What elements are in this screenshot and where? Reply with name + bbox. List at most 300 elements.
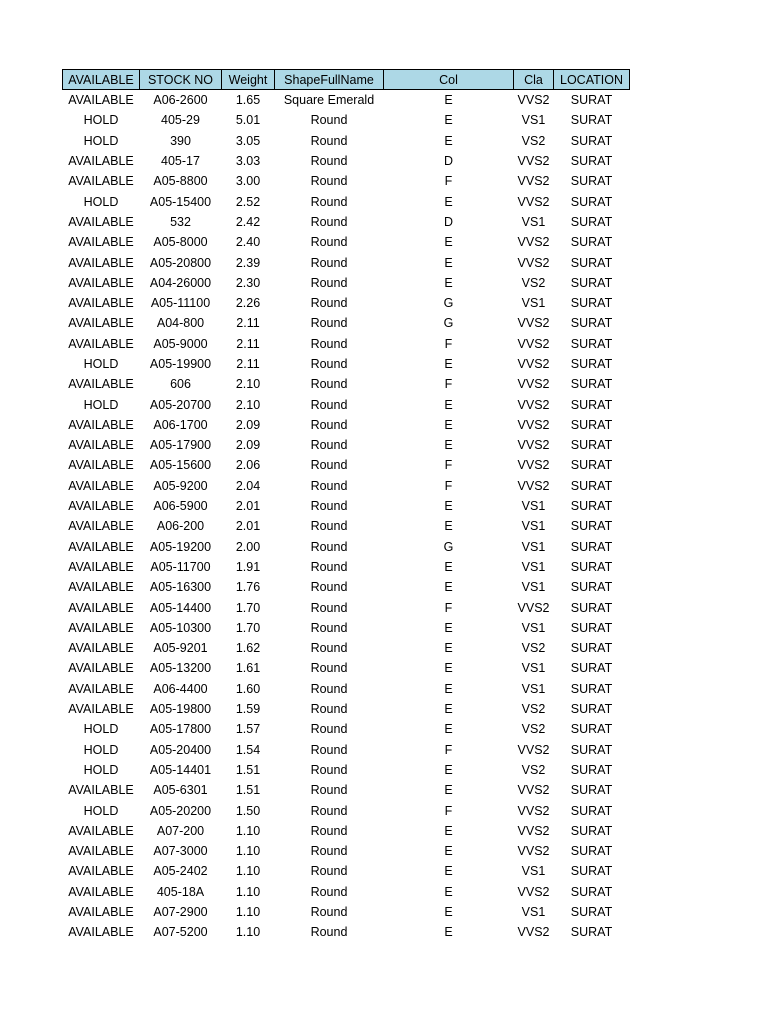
location-cell[interactable]: SURAT [570, 397, 613, 412]
color-cell[interactable]: E [444, 580, 453, 595]
shape-cell[interactable]: Round [310, 113, 348, 128]
color-cell[interactable]: F [444, 600, 453, 615]
stock-no-cell[interactable]: 405-18A [156, 884, 205, 899]
color-cell[interactable]: E [444, 844, 453, 859]
shape-cell[interactable]: Round [310, 214, 348, 229]
shape-cell[interactable]: Round [310, 174, 348, 189]
location-cell[interactable]: SURAT [570, 600, 613, 615]
shape-cell[interactable]: Round [310, 194, 348, 209]
weight-cell[interactable]: 1.10 [235, 905, 261, 920]
status-cell[interactable]: AVAILABLE [68, 235, 134, 250]
color-cell[interactable]: E [444, 783, 453, 798]
weight-cell[interactable]: 3.03 [235, 154, 261, 169]
stock-no-cell[interactable]: A07-5200 [153, 925, 208, 940]
color-cell[interactable]: F [444, 336, 453, 351]
location-cell[interactable]: SURAT [570, 458, 613, 473]
status-cell[interactable]: HOLD [83, 194, 119, 209]
location-cell[interactable]: SURAT [570, 580, 613, 595]
stock-no-cell[interactable]: A04-800 [156, 316, 205, 331]
weight-cell[interactable]: 5.01 [235, 113, 261, 128]
weight-cell[interactable]: 2.30 [235, 275, 261, 290]
color-cell[interactable]: F [444, 458, 453, 473]
stock-no-cell[interactable]: A05-11700 [150, 559, 211, 574]
column-header-stock-no[interactable]: STOCK NO [140, 70, 222, 90]
shape-cell[interactable]: Round [310, 133, 348, 148]
location-cell[interactable]: SURAT [570, 722, 613, 737]
shape-cell[interactable]: Round [310, 702, 348, 717]
shape-cell[interactable]: Round [310, 722, 348, 737]
location-cell[interactable]: SURAT [570, 255, 613, 270]
weight-cell[interactable]: 2.26 [235, 296, 261, 311]
weight-cell[interactable]: 2.09 [235, 417, 261, 432]
stock-no-cell[interactable]: A05-17900 [149, 438, 212, 453]
clarity-cell[interactable]: VVS2 [517, 255, 550, 270]
clarity-cell[interactable]: VVS2 [517, 925, 550, 940]
shape-cell[interactable]: Round [310, 925, 348, 940]
stock-no-cell[interactable]: A05-6301 [153, 783, 208, 798]
color-cell[interactable]: E [444, 620, 453, 635]
color-cell[interactable]: F [444, 478, 453, 493]
stock-no-cell[interactable]: A06-4400 [153, 681, 208, 696]
location-cell[interactable]: SURAT [570, 438, 613, 453]
stock-no-cell[interactable]: A05-15600 [149, 458, 212, 473]
clarity-cell[interactable]: VS1 [521, 519, 546, 534]
status-cell[interactable]: AVAILABLE [68, 864, 134, 879]
location-cell[interactable]: SURAT [570, 823, 613, 838]
status-cell[interactable]: AVAILABLE [68, 783, 134, 798]
stock-no-cell[interactable]: A05-8800 [153, 174, 208, 189]
column-header-weight[interactable]: Weight [222, 70, 275, 90]
status-cell[interactable]: AVAILABLE [68, 925, 134, 940]
status-cell[interactable]: AVAILABLE [68, 93, 134, 108]
shape-cell[interactable]: Round [310, 884, 348, 899]
shape-cell[interactable]: Round [310, 661, 348, 676]
color-cell[interactable]: E [444, 133, 453, 148]
weight-cell[interactable]: 1.50 [235, 803, 261, 818]
weight-cell[interactable]: 1.54 [235, 742, 261, 757]
weight-cell[interactable]: 2.42 [235, 214, 261, 229]
shape-cell[interactable]: Round [310, 316, 348, 331]
shape-cell[interactable]: Round [310, 417, 348, 432]
clarity-cell[interactable]: VVS2 [517, 742, 550, 757]
color-cell[interactable]: E [444, 438, 453, 453]
color-cell[interactable]: E [444, 641, 453, 656]
clarity-cell[interactable]: VS1 [521, 539, 546, 554]
shape-cell[interactable]: Round [310, 458, 348, 473]
shape-cell[interactable]: Round [310, 275, 348, 290]
stock-no-cell[interactable]: A05-19800 [149, 702, 212, 717]
shape-cell[interactable]: Round [310, 438, 348, 453]
weight-cell[interactable]: 3.05 [235, 133, 261, 148]
clarity-cell[interactable]: VVS2 [517, 397, 550, 412]
stock-no-cell[interactable]: 532 [170, 214, 191, 229]
location-cell[interactable]: SURAT [570, 93, 613, 108]
stock-no-cell[interactable]: A06-5900 [153, 499, 208, 514]
stock-no-cell[interactable]: A05-20400 [149, 742, 212, 757]
shape-cell[interactable]: Round [310, 336, 348, 351]
location-cell[interactable]: SURAT [570, 884, 613, 899]
weight-cell[interactable]: 1.62 [235, 641, 261, 656]
color-cell[interactable]: E [444, 275, 453, 290]
stock-no-cell[interactable]: A05-2402 [153, 864, 208, 879]
clarity-cell[interactable]: VVS2 [517, 316, 550, 331]
weight-cell[interactable]: 1.10 [235, 864, 261, 879]
status-cell[interactable]: AVAILABLE [68, 580, 134, 595]
status-cell[interactable]: HOLD [83, 113, 119, 128]
stock-no-cell[interactable]: A05-14400 [149, 600, 212, 615]
shape-cell[interactable]: Round [310, 783, 348, 798]
stock-no-cell[interactable]: 405-17 [161, 154, 200, 169]
color-cell[interactable]: D [443, 154, 454, 169]
clarity-cell[interactable]: VVS2 [517, 174, 550, 189]
status-cell[interactable]: AVAILABLE [68, 884, 134, 899]
location-cell[interactable]: SURAT [570, 235, 613, 250]
color-cell[interactable]: E [444, 823, 453, 838]
color-cell[interactable]: E [444, 681, 453, 696]
location-cell[interactable]: SURAT [570, 194, 613, 209]
color-cell[interactable]: G [443, 316, 454, 331]
status-cell[interactable]: AVAILABLE [68, 620, 134, 635]
clarity-cell[interactable]: VVS2 [517, 417, 550, 432]
weight-cell[interactable]: 2.39 [235, 255, 261, 270]
clarity-cell[interactable]: VS1 [521, 580, 546, 595]
clarity-cell[interactable]: VS2 [521, 133, 546, 148]
weight-cell[interactable]: 2.04 [235, 478, 261, 493]
clarity-cell[interactable]: VS1 [521, 864, 546, 879]
status-cell[interactable]: HOLD [83, 397, 119, 412]
color-cell[interactable]: E [444, 194, 453, 209]
weight-cell[interactable]: 2.00 [235, 539, 261, 554]
color-cell[interactable]: E [444, 661, 453, 676]
stock-no-cell[interactable]: A05-20800 [149, 255, 212, 270]
status-cell[interactable]: AVAILABLE [68, 154, 134, 169]
location-cell[interactable]: SURAT [570, 925, 613, 940]
shape-cell[interactable]: Round [310, 905, 348, 920]
location-cell[interactable]: SURAT [570, 864, 613, 879]
location-cell[interactable]: SURAT [570, 377, 613, 392]
shape-cell[interactable]: Round [310, 641, 348, 656]
clarity-cell[interactable]: VS2 [521, 641, 546, 656]
weight-cell[interactable]: 2.40 [235, 235, 261, 250]
status-cell[interactable]: AVAILABLE [68, 458, 134, 473]
stock-no-cell[interactable]: A05-9201 [153, 641, 208, 656]
status-cell[interactable]: AVAILABLE [68, 641, 134, 656]
weight-cell[interactable]: 2.52 [235, 194, 261, 209]
status-cell[interactable]: AVAILABLE [68, 417, 134, 432]
color-cell[interactable]: E [444, 397, 453, 412]
clarity-cell[interactable]: VVS2 [517, 93, 550, 108]
weight-cell[interactable]: 1.51 [235, 762, 261, 777]
color-cell[interactable]: E [444, 722, 453, 737]
location-cell[interactable]: SURAT [570, 133, 613, 148]
clarity-cell[interactable]: VS1 [521, 113, 546, 128]
location-cell[interactable]: SURAT [570, 762, 613, 777]
status-cell[interactable]: HOLD [83, 722, 119, 737]
color-cell[interactable]: E [444, 255, 453, 270]
location-cell[interactable]: SURAT [570, 559, 613, 574]
clarity-cell[interactable]: VVS2 [517, 884, 550, 899]
color-cell[interactable]: F [444, 803, 453, 818]
location-cell[interactable]: SURAT [570, 357, 613, 371]
clarity-cell[interactable]: VVS2 [517, 823, 550, 838]
status-cell[interactable]: AVAILABLE [68, 478, 134, 493]
stock-no-cell[interactable]: A04-26000 [149, 275, 212, 290]
weight-cell[interactable]: 1.65 [235, 93, 261, 108]
location-cell[interactable]: SURAT [570, 681, 613, 696]
status-cell[interactable]: HOLD [83, 762, 119, 777]
shape-cell[interactable]: Round [310, 580, 348, 595]
weight-cell[interactable]: 1.59 [235, 702, 261, 717]
weight-cell[interactable]: 2.10 [235, 377, 261, 392]
clarity-cell[interactable]: VVS2 [517, 478, 550, 493]
weight-cell[interactable]: 1.10 [235, 925, 261, 940]
weight-cell[interactable]: 1.10 [235, 823, 261, 838]
clarity-cell[interactable]: VVS2 [517, 600, 550, 615]
shape-cell[interactable]: Round [310, 478, 348, 493]
stock-no-cell[interactable]: A07-200 [156, 823, 205, 838]
shape-cell[interactable]: Round [310, 844, 348, 859]
weight-cell[interactable]: 1.76 [235, 580, 261, 595]
status-cell[interactable]: HOLD [83, 742, 119, 757]
color-cell[interactable]: E [444, 762, 453, 777]
status-cell[interactable]: AVAILABLE [68, 174, 134, 189]
shape-cell[interactable]: Round [310, 620, 348, 635]
status-cell[interactable]: AVAILABLE [68, 377, 134, 392]
color-cell[interactable]: E [444, 357, 453, 371]
clarity-cell[interactable]: VVS2 [517, 844, 550, 859]
stock-no-cell[interactable]: 405-29 [161, 113, 200, 128]
location-cell[interactable]: SURAT [570, 499, 613, 514]
color-cell[interactable]: E [444, 235, 453, 250]
color-cell[interactable]: E [444, 905, 453, 920]
clarity-cell[interactable]: VVS2 [517, 803, 550, 818]
shape-cell[interactable]: Round [310, 600, 348, 615]
location-cell[interactable]: SURAT [570, 844, 613, 859]
location-cell[interactable]: SURAT [570, 641, 613, 656]
location-cell[interactable]: SURAT [570, 296, 613, 311]
location-cell[interactable]: SURAT [570, 275, 613, 290]
clarity-cell[interactable]: VS1 [521, 681, 546, 696]
clarity-cell[interactable]: VS1 [521, 296, 546, 311]
color-cell[interactable]: E [444, 113, 453, 128]
shape-cell[interactable]: Round [310, 742, 348, 757]
shape-cell[interactable]: Round [310, 539, 348, 554]
shape-cell[interactable]: Round [310, 803, 348, 818]
clarity-cell[interactable]: VVS2 [517, 154, 550, 169]
color-cell[interactable]: E [444, 559, 453, 574]
stock-no-cell[interactable]: A05-19900 [149, 357, 212, 371]
weight-cell[interactable]: 2.01 [235, 519, 261, 534]
clarity-cell[interactable]: VVS2 [517, 194, 550, 209]
weight-cell[interactable]: 2.09 [235, 438, 261, 453]
status-cell[interactable]: AVAILABLE [68, 499, 134, 514]
location-cell[interactable]: SURAT [570, 417, 613, 432]
status-cell[interactable]: AVAILABLE [68, 844, 134, 859]
status-cell[interactable]: AVAILABLE [68, 539, 134, 554]
stock-no-cell[interactable]: A05-11100 [150, 296, 211, 311]
status-cell[interactable]: HOLD [83, 357, 119, 371]
status-cell[interactable]: AVAILABLE [68, 905, 134, 920]
weight-cell[interactable]: 1.70 [235, 600, 261, 615]
weight-cell[interactable]: 1.10 [235, 884, 261, 899]
location-cell[interactable]: SURAT [570, 316, 613, 331]
stock-no-cell[interactable]: A05-16300 [149, 580, 212, 595]
color-cell[interactable]: F [444, 174, 453, 189]
shape-cell[interactable]: Round [310, 681, 348, 696]
clarity-cell[interactable]: VVS2 [517, 458, 550, 473]
shape-cell[interactable]: Round [310, 559, 348, 574]
status-cell[interactable]: AVAILABLE [68, 214, 134, 229]
shape-cell[interactable]: Square Emerald [283, 93, 375, 108]
color-cell[interactable]: E [444, 864, 453, 879]
status-cell[interactable]: AVAILABLE [68, 823, 134, 838]
column-header-clarity[interactable]: Cla [514, 70, 554, 90]
clarity-cell[interactable]: VVS2 [517, 235, 550, 250]
shape-cell[interactable]: Round [310, 823, 348, 838]
weight-cell[interactable]: 1.10 [235, 844, 261, 859]
clarity-cell[interactable]: VS2 [521, 722, 546, 737]
stock-no-cell[interactable]: A05-8000 [153, 235, 208, 250]
weight-cell[interactable]: 2.10 [235, 397, 261, 412]
color-cell[interactable]: G [443, 539, 454, 554]
location-cell[interactable]: SURAT [570, 539, 613, 554]
weight-cell[interactable]: 2.11 [236, 357, 260, 371]
location-cell[interactable]: SURAT [570, 519, 613, 534]
weight-cell[interactable]: 1.57 [235, 722, 261, 737]
stock-no-cell[interactable]: A06-2600 [153, 93, 208, 108]
stock-no-cell[interactable]: A05-15400 [149, 194, 212, 209]
stock-no-cell[interactable]: A06-1700 [153, 417, 208, 432]
stock-no-cell[interactable]: A05-13200 [149, 661, 212, 676]
status-cell[interactable]: AVAILABLE [68, 336, 134, 351]
shape-cell[interactable]: Round [310, 519, 348, 534]
weight-cell[interactable]: 2.06 [235, 458, 261, 473]
location-cell[interactable]: SURAT [570, 742, 613, 757]
status-cell[interactable]: AVAILABLE [68, 316, 134, 331]
stock-no-cell[interactable]: A05-9000 [153, 336, 208, 351]
clarity-cell[interactable]: VVS2 [517, 336, 550, 351]
location-cell[interactable]: SURAT [570, 661, 613, 676]
weight-cell[interactable]: 1.60 [235, 681, 261, 696]
location-cell[interactable]: SURAT [570, 174, 613, 189]
color-cell[interactable]: F [444, 377, 453, 392]
shape-cell[interactable]: Round [310, 499, 348, 514]
color-cell[interactable]: G [443, 296, 454, 311]
stock-no-cell[interactable]: A05-20700 [149, 397, 212, 412]
color-cell[interactable]: F [444, 742, 453, 757]
status-cell[interactable]: AVAILABLE [68, 255, 134, 270]
clarity-cell[interactable]: VS1 [521, 499, 546, 514]
status-cell[interactable]: HOLD [83, 133, 119, 148]
shape-cell[interactable]: Round [310, 235, 348, 250]
location-cell[interactable]: SURAT [570, 702, 613, 717]
weight-cell[interactable]: 2.11 [236, 316, 260, 331]
location-cell[interactable]: SURAT [570, 214, 613, 229]
status-cell[interactable]: AVAILABLE [68, 559, 134, 574]
clarity-cell[interactable]: VVS2 [517, 438, 550, 453]
stock-no-cell[interactable]: A05-9200 [153, 478, 208, 493]
shape-cell[interactable]: Round [310, 762, 348, 777]
location-cell[interactable]: SURAT [570, 478, 613, 493]
clarity-cell[interactable]: VS1 [521, 905, 546, 920]
location-cell[interactable]: SURAT [570, 154, 613, 169]
location-cell[interactable]: SURAT [570, 783, 613, 798]
stock-no-cell[interactable]: 606 [170, 377, 191, 392]
clarity-cell[interactable]: VS2 [521, 275, 546, 290]
stock-no-cell[interactable]: A05-17800 [149, 722, 212, 737]
stock-no-cell[interactable]: A05-10300 [149, 620, 212, 635]
shape-cell[interactable]: Round [310, 255, 348, 270]
weight-cell[interactable]: 1.51 [235, 783, 261, 798]
location-cell[interactable]: SURAT [570, 113, 613, 128]
shape-cell[interactable]: Round [310, 397, 348, 412]
clarity-cell[interactable]: VVS2 [517, 357, 550, 371]
column-header-color[interactable]: Col [384, 70, 514, 90]
location-cell[interactable]: SURAT [570, 336, 613, 351]
shape-cell[interactable]: Round [310, 357, 348, 371]
location-cell[interactable]: SURAT [570, 905, 613, 920]
stock-no-cell[interactable]: A07-2900 [153, 905, 208, 920]
stock-no-cell[interactable]: A05-20200 [149, 803, 212, 818]
clarity-cell[interactable]: VS1 [521, 559, 546, 574]
status-cell[interactable]: AVAILABLE [68, 275, 134, 290]
location-cell[interactable]: SURAT [570, 803, 613, 818]
stock-no-cell[interactable]: A05-19200 [149, 539, 212, 554]
weight-cell[interactable]: 1.61 [235, 661, 261, 676]
clarity-cell[interactable]: VS2 [521, 762, 546, 777]
shape-cell[interactable]: Round [310, 864, 348, 879]
stock-no-cell[interactable]: A06-200 [156, 519, 205, 534]
color-cell[interactable]: E [444, 519, 453, 534]
column-header-location[interactable]: LOCATION [554, 70, 630, 90]
location-cell[interactable]: SURAT [570, 620, 613, 635]
stock-no-cell[interactable]: 390 [170, 133, 191, 148]
status-cell[interactable]: HOLD [83, 803, 119, 818]
clarity-cell[interactable]: VVS2 [517, 377, 550, 392]
status-cell[interactable]: AVAILABLE [68, 600, 134, 615]
status-cell[interactable]: AVAILABLE [68, 681, 134, 696]
color-cell[interactable]: E [444, 499, 453, 514]
shape-cell[interactable]: Round [310, 154, 348, 169]
clarity-cell[interactable]: VS1 [521, 661, 546, 676]
stock-no-cell[interactable]: A05-14401 [149, 762, 212, 777]
status-cell[interactable]: AVAILABLE [68, 438, 134, 453]
color-cell[interactable]: E [444, 702, 453, 717]
color-cell[interactable]: E [444, 925, 453, 940]
status-cell[interactable]: AVAILABLE [68, 296, 134, 311]
clarity-cell[interactable]: VVS2 [517, 783, 550, 798]
status-cell[interactable]: AVAILABLE [68, 702, 134, 717]
weight-cell[interactable]: 1.91 [235, 559, 261, 574]
clarity-cell[interactable]: VS1 [521, 620, 546, 635]
stock-no-cell[interactable]: A07-3000 [153, 844, 208, 859]
status-cell[interactable]: AVAILABLE [68, 519, 134, 534]
column-header-shape[interactable]: ShapeFullName [275, 70, 384, 90]
weight-cell[interactable]: 1.70 [235, 620, 261, 635]
status-cell[interactable]: AVAILABLE [68, 661, 134, 676]
weight-cell[interactable]: 3.00 [235, 174, 261, 189]
clarity-cell[interactable]: VS1 [521, 214, 546, 229]
shape-cell[interactable]: Round [310, 296, 348, 311]
color-cell[interactable]: E [444, 884, 453, 899]
column-header-status[interactable]: AVAILABLE [63, 70, 140, 90]
clarity-cell[interactable]: VS2 [521, 702, 546, 717]
weight-cell[interactable]: 2.01 [235, 499, 261, 514]
shape-cell[interactable]: Round [310, 377, 348, 392]
color-cell[interactable]: D [443, 214, 454, 229]
color-cell[interactable]: E [444, 417, 453, 432]
weight-cell[interactable]: 2.11 [236, 336, 260, 351]
